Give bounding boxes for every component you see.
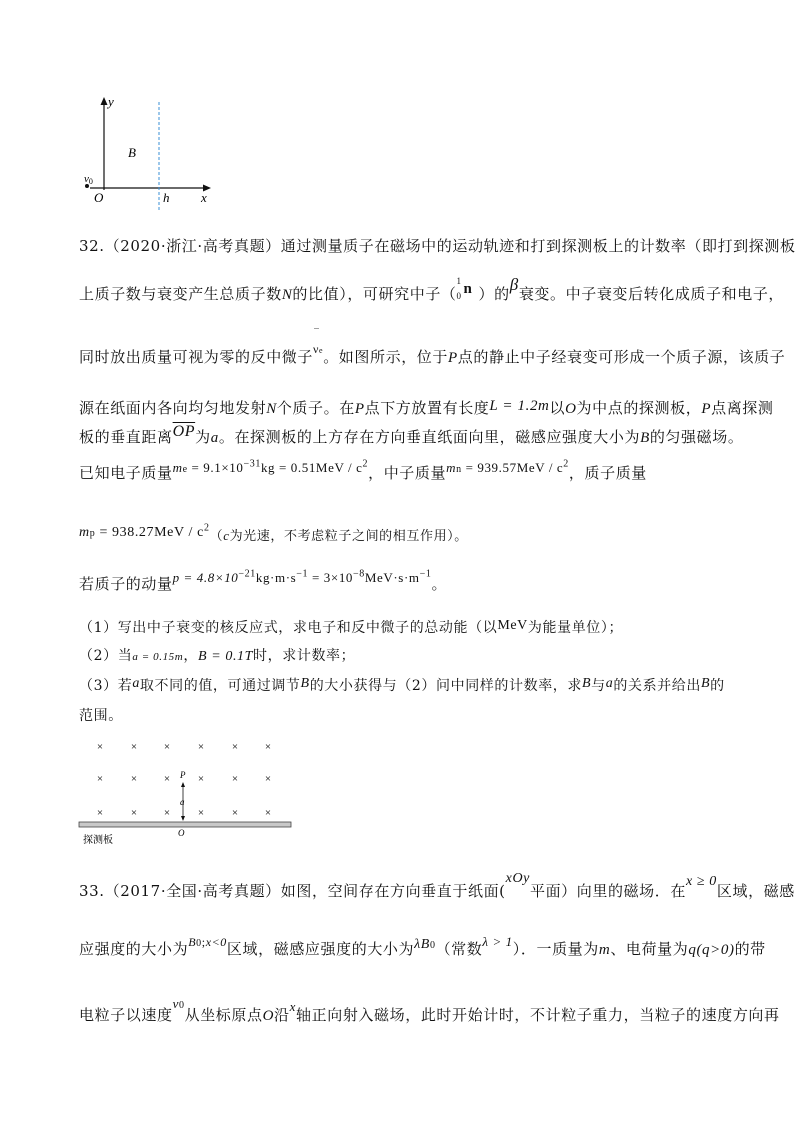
detector-board [79,822,291,827]
field-cross-icon: × [163,741,171,753]
h-label: h [163,190,170,205]
q33-line-2: 应强度的大小为$^{B0;x<0}$区域，磁感应强度的大小为λB0（常数λ > 1）．一质量为m、电荷量为q(q>0)的带 [79,934,766,958]
q32-sub-1: （1）写出中子衰变的核反应式，求电子和反中微子的总动能（以MeV为能量单位）； [79,618,624,636]
figure-field-detector [70,732,310,847]
field-cross-icon: × [197,741,205,753]
field-cross-icon: × [231,807,239,819]
field-cross-icon: × [231,741,239,753]
figure-axes-field [70,90,230,215]
q32-sub-2: （2）当a = 0.15m，B = 0.1T时，求计数率； [79,648,356,664]
field-cross-icon: × [264,807,272,819]
q32-line-6: 已知电子质量me = $9.1\times 10^{-31}kg = 0.51MeV / c^2$，中子质量mn = $939.57MeV / c^2$，质子质量 [79,458,647,482]
q32-sub-3-cont: 范围。 [79,708,123,724]
proton-momentum-formula: $p = 4.8\times 10^{-21}kg\cdot m\cdot s^{-1} = 3\times 10^{-8}MeV\cdot s\cdot m^{-1}$ [172,568,432,585]
detector-board-label: 探测板 [83,835,113,846]
y-axis-arrow [101,97,108,105]
q32-line-3: 同时放出质量可视为零的反中微子 ‾ νe。如图所示，位于P点的静止中子经衰变可形成一个质子源，该质子 [79,328,786,366]
q32-sub-3: （3）若a取不同的值，可通过调节B的大小获得与（2）问中同样的计数率，求B与a的关系并给出B的 [79,676,725,694]
field-cross-icon: × [96,807,104,819]
field-cross-icon: × [163,773,171,785]
q32-line-8: 若质子的动量$p = 4.8\times 10^{-21}kg\cdot m\cdot s^{-1} = 3\times 10^{-8}MeV\cdot s\cdot m^{-1}$。 [79,568,448,593]
field-cross-icon: × [197,807,205,819]
field-cross-icon: × [96,741,104,753]
distance-a-label: a [180,797,185,807]
neutron-symbol: 1 0 n [456,276,473,301]
field-cross-icon: × [130,741,138,753]
distance-arrow-down [181,816,185,821]
field-cross-icon: × [163,807,171,819]
q32-line-2: 上质子数与衰变产生总质子数N的比值），可研究中子（ 1 0 n ）的β衰变。中子衰变后转化成质子和电子， [79,275,785,303]
proton-mass-formula: mp = $938.27MeV / c^2$ [79,522,210,540]
antineutrino-symbol: ‾ νe [313,328,324,356]
field-cross-icon: × [264,773,272,785]
q32-number: 32. [79,237,105,255]
distance-arrow-up [181,782,185,787]
field-cross-icon: × [130,773,138,785]
origin-label: O [94,190,104,205]
field-cross-icon: × [197,773,205,785]
field-cross-icon: × [231,773,239,785]
q33-line-3: 电粒子以速度v0从坐标原点O沿x轴正向射入磁场，此时开始计时，不计粒子重力，当粒子的速度方向再 [79,996,780,1024]
field-cross-icon: × [130,807,138,819]
field-cross-icon: × [96,773,104,785]
q32-line-4: 源在纸面内各向均匀地发射N个质子。在P点下方放置有长度L = 1.2m以O为中点的探测板，P点离探测 [79,398,774,417]
q33-line-1: 33.（2017·全国·高考真题）如图，空间存在方向垂直于纸面(xOy平面）向里的磁场．在x ≥ 0区域，磁感 [79,871,795,900]
q33-source: （2017·全国·高考真题） [104,882,281,900]
v0-label: v0 [84,173,93,186]
electron-mass-formula: me = $9.1\times 10^{-31}kg = 0.51MeV / c^2$ [172,458,369,475]
q32-line-7: mp = $938.27MeV / c^2(c$为光速，不考虑粒子之间的相互作用）。 [79,522,468,544]
x-label: x [201,190,207,205]
q33-number: 33. [79,882,105,900]
y-label: y [108,94,114,109]
q32-line-5: 板的垂直距离$\overline{OP}$为a。在探测板的上方存在方向垂直纸面向里，磁感应强度大小为B的匀强磁场。 [79,423,744,446]
q32-source: （2020·浙江·高考真题） [104,237,281,255]
point-O-label: O [178,828,185,838]
q32-line-1: 32.（2020·浙江·高考真题）通过测量质子在磁场中的运动轨迹和打到探测板上的计数率（即打到探测板 [79,237,796,255]
neutron-mass-formula: mn = $939.57MeV / c^2$ [446,458,569,475]
field-label-B: B [128,145,136,160]
field-cross-icon: × [264,741,272,753]
point-P-label: P [180,770,186,780]
